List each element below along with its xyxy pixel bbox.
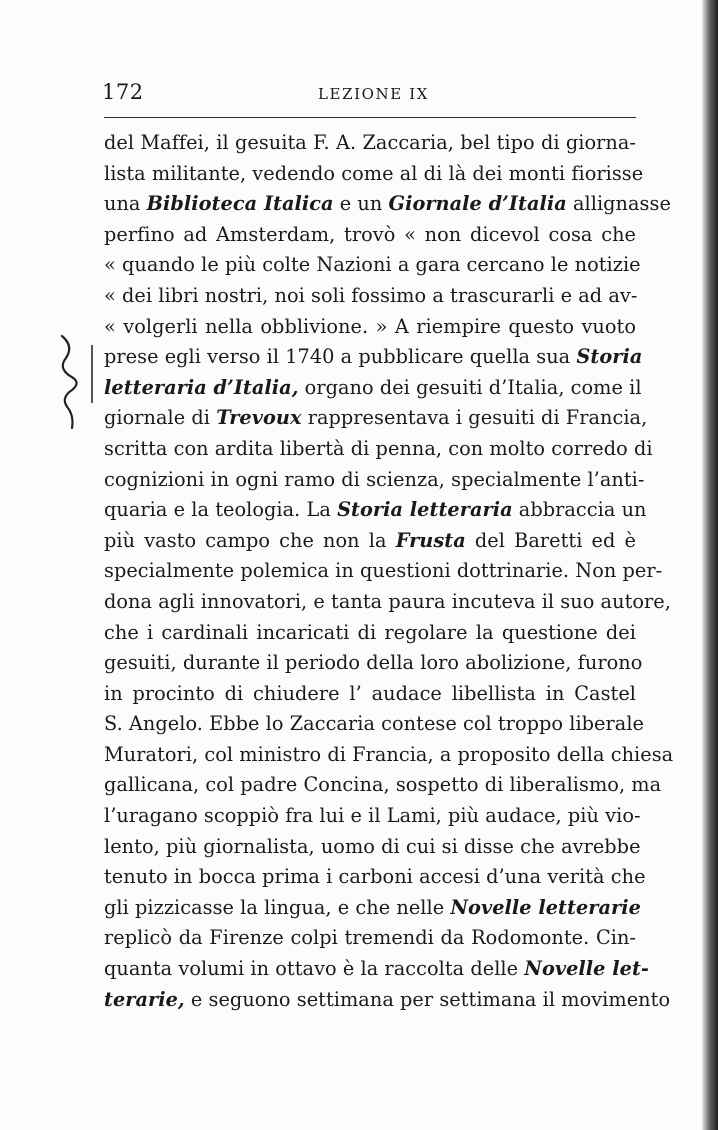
text-span: una [104,192,147,216]
italic-title-span: letteraria d’Italia, [104,375,299,399]
text-span: più vasto campo che non la [104,528,396,552]
text-span: lista militante, vedendo come al di là dei monti fiorisse [104,161,644,185]
text-span: abbraccia un [512,498,647,522]
text-span: perfino ad Amsterdam, trovò « non dicevol cosa che [104,222,636,246]
text-line [104,985,671,1016]
text-span: Muratori, col ministro di Francia, a proposito della chiesa [104,742,674,766]
italic-title-span: Trevoux [216,406,302,430]
text-span: organo dei gesuiti d’Italia, come il [298,375,642,399]
text-line [104,801,641,832]
text-line [104,923,636,954]
text-line [104,526,636,557]
italic-title-span: terarie, [104,987,185,1011]
text-line [104,679,636,710]
text-span: del Baretti ed è [465,528,637,552]
text-line [104,312,636,343]
text-span: scritta con ardita libertà di penna, con molto corredo di [104,436,653,460]
italic-title-span: Novelle letterarie [450,895,641,919]
text-line [104,189,671,220]
italic-title-span: Novelle let- [524,957,649,981]
text-line [104,893,641,924]
text-line [104,648,643,679]
binding-shadow [702,0,718,1130]
text-span: quaria e la teologia. La [104,498,338,522]
text-span: replicò da Firenze colpi tremendi da Rodomonte. Cin- [104,926,636,950]
italic-title-span: Giornale d’Italia [388,192,567,216]
italic-title-span: Frusta [395,528,466,552]
text-line [104,281,636,312]
text-line [104,587,671,618]
text-line [104,128,636,159]
text-line [104,465,645,496]
text-line [104,954,649,985]
text-span: giornale di [104,406,217,430]
text-line [104,495,647,526]
text-span: « dei libri nostri, noi soli fossimo a trascurarli e ad av- [104,283,638,307]
text-line [104,403,648,434]
text-span: cognizioni in ogni ramo di scienza, specialmente l’anti- [104,467,645,491]
text-span: allignasse [566,192,671,216]
text-span: gesuiti, durante il periodo della loro abolizione, furono [104,651,643,675]
text-line [104,556,663,587]
text-span: e un [333,192,389,216]
page-number: 172 [102,80,144,104]
text-line [104,159,644,190]
text-line [104,740,674,771]
text-span: l’uragano scoppiò fra lui e il Lami, più audace, più vio- [104,804,641,828]
handwritten-margin-brace [52,332,92,432]
text-line [104,250,641,281]
text-span: « volgerli nella obblivione. » A riempire questo vuoto [104,314,636,338]
text-line [104,709,645,740]
text-span: lento, più giornalista, uomo di cui si disse che avrebbe [104,834,641,858]
text-line [104,618,636,649]
text-span: S. Angelo. Ebbe lo Zaccaria contese col troppo liberale [104,712,645,736]
text-line [104,342,643,373]
text-line [104,770,662,801]
text-span: rappresentava i gesuiti di Francia, [301,406,648,430]
text-span: e seguono settimana per settimana il movimento [184,987,671,1011]
text-span: « quando le più colte Nazioni a gara cercano le notizie [104,253,641,277]
body-text [104,128,674,1015]
text-line [104,832,641,863]
italic-title-span: Storia letteraria [337,498,513,522]
text-span: che i cardinali incaricati di regolare la questione dei [104,620,636,644]
text-span: gli pizzicasse la lingua, e che nelle [104,895,451,919]
italic-title-span: Biblioteca Italica [146,192,334,216]
text-span: gallicana, col padre Concina, sospetto di liberalismo, ma [104,773,662,797]
text-span: dona agli innovatori, e tanta paura incuteva il suo autore, [104,589,671,613]
text-span: quanta volumi in ottavo è la raccolta delle [104,957,525,981]
text-line [104,220,636,251]
text-span: del Maffei, il gesuita F. A. Zaccaria, bel tipo di giorna- [104,131,636,154]
text-line [104,434,653,465]
text-span: tenuto in bocca prima i carboni accesi d’una verità che [104,865,646,889]
italic-title-span: Storia [576,345,643,369]
margin-bar [91,345,93,403]
text-span: in procinto di chiudere l’ audace libellista in Castel [104,681,636,705]
header-rule [104,117,636,118]
text-line [104,862,646,893]
text-span: prese egli verso il 1740 a pubblicare quella sua [104,345,577,369]
text-span: specialmente polemica in questioni dottrinarie. Non per- [104,559,663,583]
text-line [104,373,642,404]
running-head: LEZIONE IX [318,85,430,103]
